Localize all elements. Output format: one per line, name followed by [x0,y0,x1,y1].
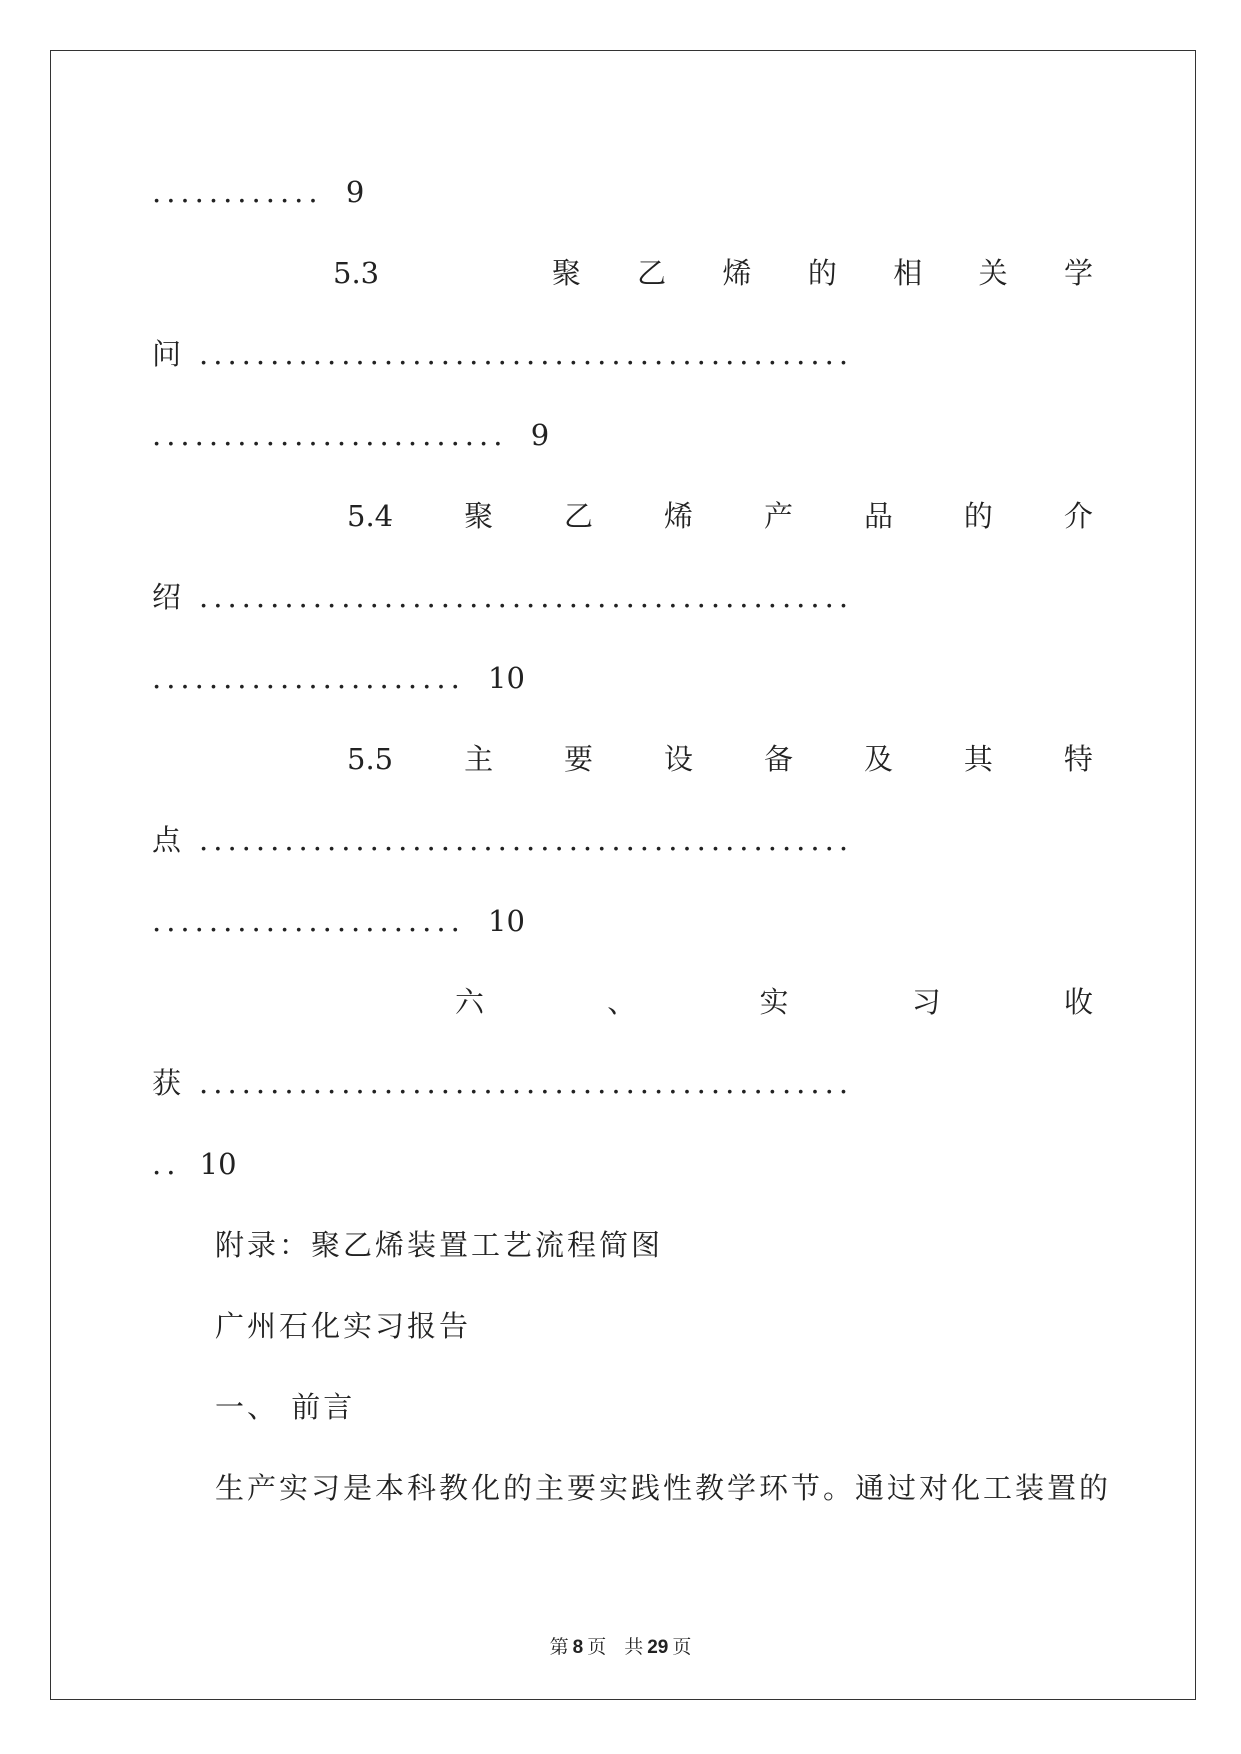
toc-entry-char: 及 [863,742,893,776]
toc-entry-char: 关 [978,256,1008,290]
toc-entry-char: 相 [893,256,923,290]
toc-entry-char: 聚 [551,256,581,290]
page-footer [0,1632,1241,1659]
page-border [50,50,1196,1700]
report-title: 广州石化实习报告 [215,1309,472,1343]
toc-leader-dots: .. [152,1147,181,1181]
toc-continuation-line [152,172,1102,212]
toc-entry-char: 烯 [722,256,752,290]
paragraph-text: 生产实习是本科教化的主要实践性教学环节。通过对化工装置的 [215,1471,1112,1505]
toc-entry-5-4 [347,496,1093,536]
footer-current-page: 8 [572,1637,584,1658]
toc-entry-char: 实 [759,985,789,1019]
toc-entry-char: 品 [863,499,893,533]
footer-total-pages: 29 [647,1637,669,1658]
toc-entry-char: 收 [1063,985,1093,1019]
toc-entry-5-3-leader [152,334,1102,374]
toc-page-number: 9 [345,175,365,209]
toc-entry-6 [455,982,1093,1022]
toc-entry-5-4-page-line [152,658,1102,698]
toc-entry-5-3-page-line [152,415,1102,455]
toc-entry-char: 备 [763,742,793,776]
toc-page-number: 10 [488,904,525,938]
toc-entry-char: 特 [1063,742,1093,776]
toc-leader-dots: .............................................. [199,337,854,371]
toc-entry-char: 设 [664,742,694,776]
toc-entry-last-char: 绍 [152,580,182,614]
toc-entry-last-char: 问 [152,337,182,371]
toc-entry-6-page-line [152,1144,1102,1184]
toc-leader-dots: .............................................. [199,1066,854,1100]
toc-entry-char: 的 [807,256,837,290]
toc-entry-char: 烯 [664,499,694,533]
toc-page-number: 10 [488,661,525,695]
toc-leader-dots: .............................................. [199,823,854,857]
toc-entry-char: 其 [963,742,993,776]
toc-entry-5-5-leader [152,820,1102,860]
toc-entry-char: 六 [455,985,485,1019]
toc-entry-char: 、 [607,985,637,1019]
toc-entry-char: 产 [763,499,793,533]
footer-page-word: 页 [587,1636,607,1658]
toc-entry-6-leader [152,1063,1102,1103]
toc-entry-char: 乙 [564,499,594,533]
footer-prefix: 第 [549,1636,569,1658]
toc-leader-dots: ...................... [152,904,465,938]
footer-total-suffix: 页 [672,1636,692,1658]
toc-leader-dots: ......................... [152,418,508,452]
toc-page-number: 10 [199,1147,237,1181]
toc-entry-char: 聚 [464,499,494,533]
toc-leader-dots: ...................... [152,661,465,695]
footer-total-prefix: 共 [624,1636,644,1658]
toc-entry-5-4-leader [152,577,1102,617]
toc-entry-number: 5.3 [333,256,380,290]
toc-entry-last-char: 获 [152,1066,182,1100]
toc-entry-char: 的 [963,499,993,533]
toc-entry-number: 5.4 [347,499,394,533]
toc-entry-5-5 [347,739,1093,779]
section-heading: 一、 前言 [215,1390,356,1424]
toc-leader-dots: ............ [152,175,323,209]
toc-entry-number: 5.5 [347,742,394,776]
appendix-line: 附录：聚乙烯装置工艺流程简图 [215,1228,664,1262]
toc-entry-char: 乙 [637,256,667,290]
toc-entry-char: 习 [911,985,941,1019]
toc-entry-char: 学 [1063,256,1093,290]
toc-entry-5-3 [333,253,1093,293]
toc-entry-char: 主 [464,742,494,776]
toc-entry-char: 介 [1063,499,1093,533]
toc-entry-last-char: 点 [152,823,182,857]
toc-leader-dots: .............................................. [199,580,854,614]
toc-entry-5-5-page-line [152,901,1102,941]
toc-page-number: 9 [530,418,550,452]
toc-entry-char: 要 [564,742,594,776]
